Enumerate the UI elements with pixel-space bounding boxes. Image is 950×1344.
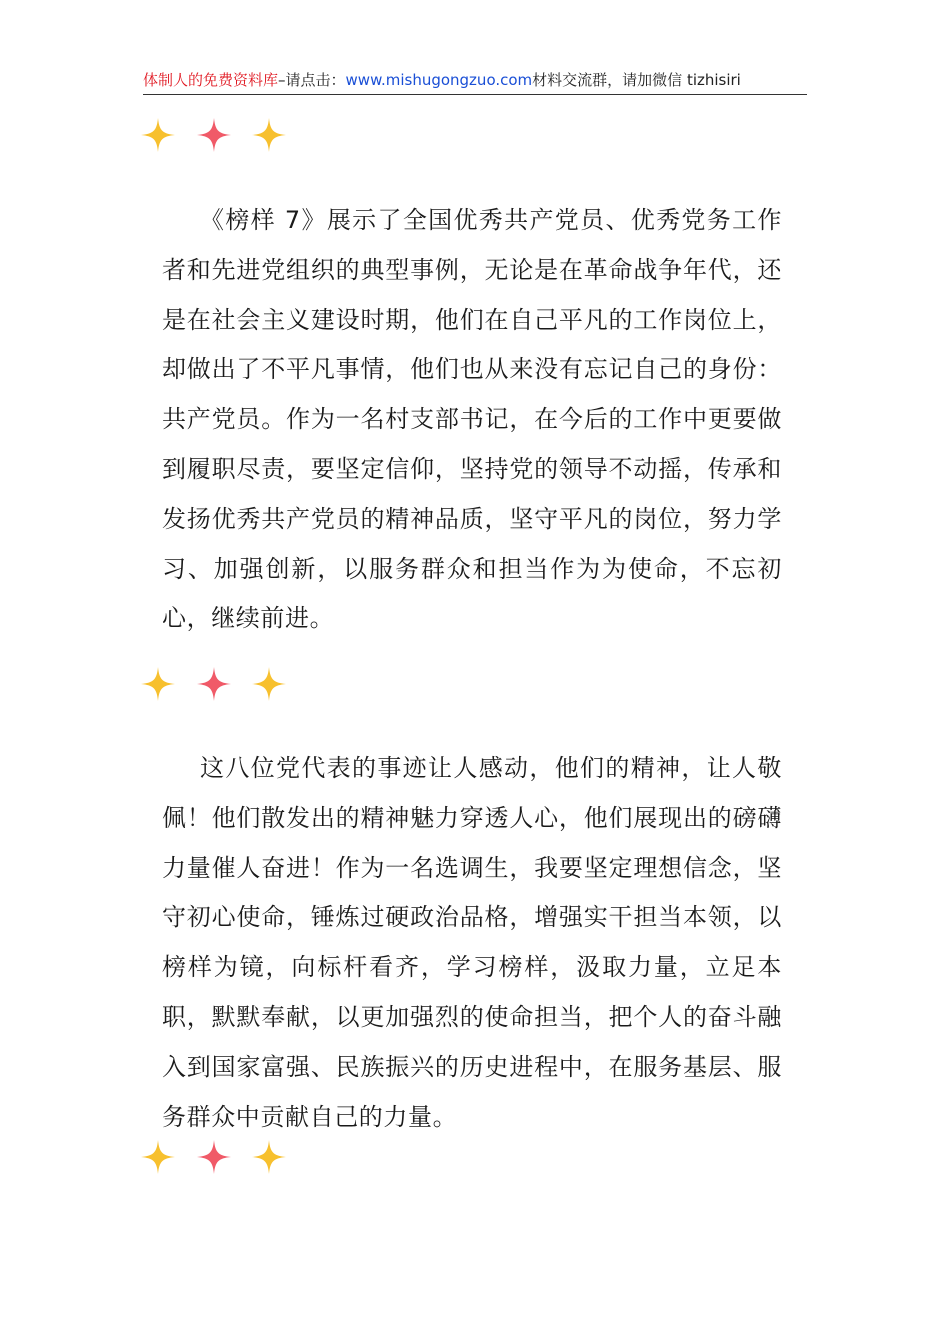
star-gold-icon bbox=[140, 1139, 176, 1175]
star-gold-icon bbox=[140, 666, 176, 702]
page-header bbox=[143, 70, 807, 95]
brand-name: 体制人的免费资料库 bbox=[143, 71, 279, 89]
star-divider bbox=[140, 117, 300, 157]
paragraph-1: 《榜样 7》展示了全国优秀共产党员、优秀党务工作者和先进党组织的典型事例，无论是在革命战争年代，还是在社会主义建设时期，他们在自己平凡的工作岗位上，却做出了不平凡事情，他们也从来没有忘记自己的身份：共产党员。作为一名村支部书记，在今后的工作中更要做到履职尽责，要坚定信仰，坚持党的领导不动摇，传承和发扬优秀共产党员的精神品质，坚守平凡的岗位，努力学习、加强创新，以服务群众和担当作为为使命，不忘初心，继续前进。 bbox=[162, 206, 782, 633]
star-gold-icon bbox=[140, 117, 176, 153]
header-note: 材料交流群，请加微信 tizhisiri bbox=[532, 71, 741, 89]
star-red-icon bbox=[196, 1139, 232, 1175]
star-red-icon bbox=[196, 117, 232, 153]
star-divider bbox=[140, 1139, 300, 1179]
star-gold-icon bbox=[251, 666, 287, 702]
paragraph-2: 这八位党代表的事迹让人感动，他们的精神，让人敬佩！他们散发出的精神魅力穿透人心，他们展现出的磅礴力量催人奋进！作为一名选调生，我要坚定理想信念，坚守初心使命，锤炼过硬政治品格，增强实干担当本领，以榜样为镜，向标杆看齐，学习榜样，汲取力量，立足本职，默默奉献，以更加强烈的使命担当，把个人的奋斗融入到国家富强、民族振兴的历史进程中，在服务基层、服务群众中贡献自己的力量。 bbox=[162, 754, 782, 1131]
header-prompt: –请点击： bbox=[278, 71, 346, 89]
star-red-icon bbox=[196, 666, 232, 702]
star-gold-icon bbox=[251, 1139, 287, 1175]
star-gold-icon bbox=[251, 117, 287, 153]
star-divider bbox=[140, 666, 300, 706]
website-link[interactable]: www.mishugongzuo.com bbox=[345, 71, 533, 89]
